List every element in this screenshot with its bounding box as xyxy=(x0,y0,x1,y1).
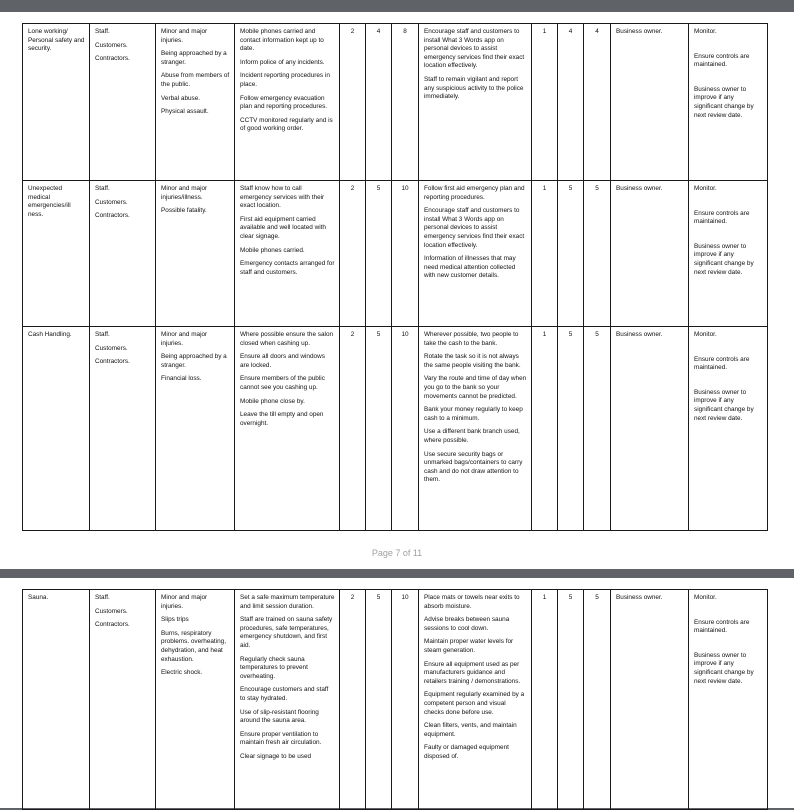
cell-line: Use of slip-resistant flooring around the sauna area. xyxy=(240,708,319,725)
cell-line: Place mats or towels near exits to absorb moisture. xyxy=(424,594,520,610)
cell-line: Possible fatality. xyxy=(161,207,207,215)
cell-line: Advise breaks between sauna sessions to cool down. xyxy=(424,616,510,632)
likelihood-cell: 2 xyxy=(340,24,366,181)
action-by-cell: Business owner. xyxy=(611,24,689,181)
likelihood-cell: 2 xyxy=(340,327,366,531)
cell-line: Monitor. xyxy=(694,185,717,192)
document-page-7 xyxy=(0,12,794,569)
residual-risk-cell: 5 xyxy=(584,590,611,810)
cell-line: Ensure controls are maintained. xyxy=(694,355,750,372)
cell-line: Business owner to improve if any significant change by next review date. xyxy=(694,242,754,276)
hazard-cell: Lone working/ Personal safety and security. xyxy=(23,24,90,181)
cell-line: Ensure members of the public cannot see you cashing up. xyxy=(240,375,325,391)
cell-line: Electric shock. xyxy=(161,669,203,677)
cell-line: Being approached by a stranger. xyxy=(161,50,227,66)
risk-rating-cell: 10 xyxy=(392,590,419,810)
who-at-risk-cell xyxy=(90,327,156,531)
cell-line: Maintain proper water levels for steam generation. xyxy=(424,638,514,654)
likelihood-cell: 2 xyxy=(340,181,366,327)
cell-line: Staff to remain vigilant and report any suspicious activity to the police immediately. xyxy=(424,75,524,101)
risk-assessment-table xyxy=(22,589,768,810)
table-row xyxy=(23,24,768,181)
residual-risk-cell: 5 xyxy=(584,181,611,327)
cell-line: Clear signage to be used xyxy=(240,752,312,760)
residual-severity-cell: 4 xyxy=(558,24,584,181)
who-at-risk-cell xyxy=(90,181,156,327)
cell-line: Staff know how to call emergency services with their exact location. xyxy=(240,185,325,210)
residual-risk-cell: 5 xyxy=(584,327,611,531)
residual-risk-cell: 4 xyxy=(584,24,611,181)
cell-line: Use secure security bags or unmarked bags/containers to carry cash and do not draw attention to them. xyxy=(424,450,523,484)
cell-line: Business owner to improve if any significant change by next review date. xyxy=(694,651,754,685)
cell-line: Customers. xyxy=(95,198,128,206)
review-cell xyxy=(689,327,768,531)
cell-line: Contractors. xyxy=(95,55,130,63)
risk-rating-cell: 10 xyxy=(392,327,419,531)
cell-line: Physical assault. xyxy=(161,108,209,116)
action-by-cell: Business owner. xyxy=(611,181,689,327)
cell-line: Staff. xyxy=(95,331,110,338)
cell-line: Bank your money regularly to keep cash to a minimum. xyxy=(424,406,523,422)
risk-rating-cell: 8 xyxy=(392,24,419,181)
cell-line: Staff are trained on sauna safety procedures, safe temperatures, emergency shutdown, and first aid. xyxy=(240,616,333,649)
cell-line: Ensure controls are maintained. xyxy=(694,209,750,226)
document-page-8 xyxy=(0,578,794,808)
cell-line: Contractors. xyxy=(95,358,130,366)
table-row xyxy=(23,327,768,531)
review-cell xyxy=(689,590,768,810)
cell-line: Business owner to improve if any significant change by next review date. xyxy=(694,85,754,119)
cell-line: Mobile phones carried. xyxy=(240,246,305,254)
risk-assessment-table xyxy=(22,23,768,531)
review-cell xyxy=(689,24,768,181)
possible-harm-cell xyxy=(156,590,235,810)
severity-cell: 4 xyxy=(366,24,392,181)
residual-likelihood-cell: 1 xyxy=(532,590,558,810)
possible-harm-cell xyxy=(156,24,235,181)
cell-line: Minor and major injuries. xyxy=(161,28,208,44)
cell-line: Ensure all doors and windows are locked. xyxy=(240,353,325,369)
existing-controls-cell xyxy=(235,181,340,327)
action-by-cell: Business owner. xyxy=(611,590,689,810)
cell-line: Vary the route and time of day when you go to the bank so your movements cannot be predicted. xyxy=(424,375,527,400)
existing-controls-cell xyxy=(235,24,340,181)
cell-line: Rotate the task so it is not always the same people visiting the bank. xyxy=(424,353,521,369)
cell-line: Regularly check sauna temperatures to prevent overheating. xyxy=(240,655,308,680)
cell-line: Customers. xyxy=(95,41,128,49)
cell-line: Monitor. xyxy=(694,594,717,601)
who-at-risk-cell xyxy=(90,590,156,810)
residual-severity-cell: 5 xyxy=(558,327,584,531)
cell-line: Inform police of any incidents. xyxy=(240,58,325,66)
cell-line: Clean filters, vents, and maintain equipment. xyxy=(424,722,517,738)
cell-line: Ensure controls are maintained. xyxy=(694,618,750,635)
further-action-cell xyxy=(419,327,532,531)
possible-harm-cell xyxy=(156,181,235,327)
risk-rating-cell: 10 xyxy=(392,181,419,327)
cell-line: Equipment regularly examined by a competent person and visual checks done before use. xyxy=(424,691,525,716)
cell-line: Staff. xyxy=(95,594,110,601)
cell-line: Follow emergency evacuation plan and reporting procedures. xyxy=(240,94,328,111)
cell-line: First aid equipment carried available and well located with clear signage. xyxy=(240,215,326,240)
table-row xyxy=(23,590,768,810)
severity-cell: 5 xyxy=(366,327,392,531)
cell-line: Customers. xyxy=(95,607,128,615)
cell-line: Burns, respiratory problems. overheating, dehydration, and heat exhaustion. xyxy=(161,629,227,663)
cell-line: Staff. xyxy=(95,28,110,35)
hazard-cell: Unexpected medical emergencies/ill ness. xyxy=(23,181,90,327)
cell-line: Encourage customers and staff to stay hydrated. xyxy=(240,686,329,702)
page-number: Page 7 of 11 xyxy=(371,548,423,558)
cell-line: Being approached by a stranger. xyxy=(161,353,227,369)
severity-cell: 5 xyxy=(366,590,392,810)
cell-line: Encourage staff and customers to install What 3 Words app on personal devices to assist emergency services find their exact location effectively. xyxy=(424,28,525,70)
cell-line: Follow first aid emergency plan and reporting procedures. xyxy=(424,185,525,201)
residual-severity-cell: 5 xyxy=(558,181,584,327)
cell-line: Faulty or damaged equipment disposed of. xyxy=(424,744,509,760)
cell-line: Contractors. xyxy=(95,212,130,220)
cell-line: Minor and major injuries. xyxy=(161,331,208,347)
cell-line: Use a different bank branch used, where possible. xyxy=(424,428,520,444)
residual-likelihood-cell: 1 xyxy=(532,327,558,531)
cell-line: Minor and major injuries. xyxy=(161,594,208,610)
cell-line: Staff. xyxy=(95,185,110,192)
cell-line: Mobile phone close by. xyxy=(240,397,305,405)
further-action-cell xyxy=(419,24,532,181)
residual-likelihood-cell: 1 xyxy=(532,181,558,327)
cell-line: Monitor. xyxy=(694,331,717,338)
cell-line: Leave the till empty and open overnight. xyxy=(240,411,324,427)
cell-line: CCTV monitored regularly and is of good working order. xyxy=(240,116,333,133)
cell-line: Ensure controls are maintained. xyxy=(694,52,750,69)
cell-line: Monitor. xyxy=(694,28,717,35)
hazard-cell: Sauna. xyxy=(23,590,90,810)
cell-line: Mobile phones carried and contact information kept up to date. xyxy=(240,28,324,53)
residual-severity-cell: 5 xyxy=(558,590,584,810)
cell-line: Information of illnesses that may need medical attention collected with new customer details. xyxy=(424,255,516,280)
cell-line: Abuse from members of the public. xyxy=(161,72,230,88)
who-at-risk-cell xyxy=(90,24,156,181)
cell-line: Emergency contacts arranged for staff and customers. xyxy=(240,260,335,276)
cell-line: Set a safe maximum temperature and limit session duration. xyxy=(240,594,335,610)
cell-line: Contractors. xyxy=(95,621,130,629)
possible-harm-cell xyxy=(156,327,235,531)
cell-line: Verbal abuse. xyxy=(161,94,201,102)
cell-line: Slips trips xyxy=(161,616,189,624)
cell-line: Business owner to improve if any significant change by next review date. xyxy=(694,388,754,422)
further-action-cell xyxy=(419,181,532,327)
cell-line: Financial loss. xyxy=(161,375,202,383)
cell-line: Ensure proper ventilation to maintain fresh air circulation. xyxy=(240,730,322,747)
action-by-cell: Business owner. xyxy=(611,327,689,531)
cell-line: Customers. xyxy=(95,344,128,352)
review-cell xyxy=(689,181,768,327)
cell-line: Encourage staff and customers to install What 3 Words app on personal devices to assist emergency services find their exact location effectively. xyxy=(424,207,525,249)
existing-controls-cell xyxy=(235,327,340,531)
table-row xyxy=(23,181,768,327)
cell-line: Incident reporting procedures in place. xyxy=(240,72,330,88)
cell-line: Minor and major injuries/illness. xyxy=(161,185,208,201)
severity-cell: 5 xyxy=(366,181,392,327)
hazard-cell: Cash Handling. xyxy=(23,327,90,531)
likelihood-cell: 2 xyxy=(340,590,366,810)
existing-controls-cell xyxy=(235,590,340,810)
further-action-cell xyxy=(419,590,532,810)
cell-line: Wherever possible, two people to take the cash to the bank. xyxy=(424,331,519,347)
residual-likelihood-cell: 1 xyxy=(532,24,558,181)
cell-line: Where possible ensure the salon closed when cashing up. xyxy=(240,331,334,347)
cell-line: Ensure all equipment used as per manufacturers guidance and retailers training / demonstrations. xyxy=(424,660,521,685)
